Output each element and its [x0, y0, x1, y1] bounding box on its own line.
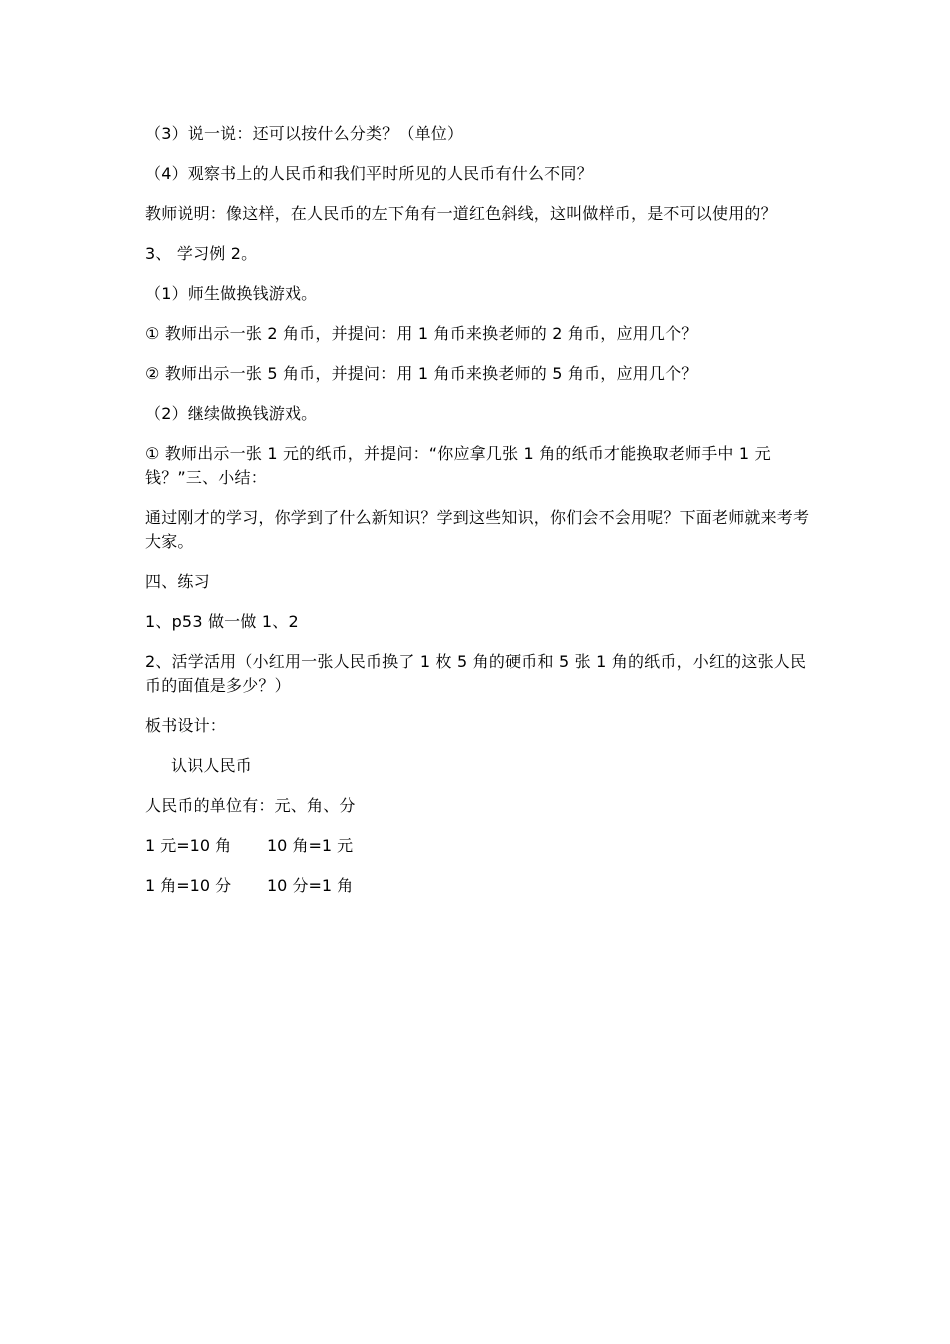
heading-board-design: 板书设计：	[145, 716, 227, 735]
paragraph-learn-example-2: 3、 学习例 2。	[145, 244, 258, 263]
paragraph-summary: 通过刚才的学习，你学到了什么新知识？学到这些知识，你们会不会用呢？下面老师就来考考大家。	[145, 508, 810, 551]
paragraph-observe-difference: （4）观察书上的人民币和我们平时所见的人民币有什么不同？	[145, 164, 593, 183]
paragraph-step-2-jiao: ① 教师出示一张 2 角币，并提问：用 1 角币来换老师的 2 角币，应用几个？	[145, 324, 698, 343]
paragraph-teacher-explain: 教师说明：像这样，在人民币的左下角有一道红色斜线，这叫做样币，是不可以使用的？	[145, 204, 777, 223]
board-conversion-cell: 1 角=10 分	[145, 876, 232, 895]
paragraph-step-5-jiao: ② 教师出示一张 5 角币，并提问：用 1 角币来换老师的 5 角币，应用几个？	[145, 364, 698, 383]
board-conversion-cell: 1 元=10 角	[145, 836, 232, 855]
document-body	[145, 122, 810, 914]
paragraph-continue-game: （2）继续做换钱游戏。	[145, 404, 318, 423]
paragraph-practice-1: 1、p53 做一做 1、2	[145, 612, 299, 631]
paragraph-exchange-game: （1）师生做换钱游戏。	[145, 284, 318, 303]
board-title: 认识人民币	[171, 756, 253, 775]
board-conversion-row	[145, 834, 810, 858]
heading-practice: 四、练习	[145, 572, 210, 591]
board-conversion-cell: 10 分=1 角	[267, 876, 354, 895]
board-conversion-row	[145, 874, 810, 898]
paragraph-step-1-yuan: ① 教师出示一张 1 元的纸币，并提问：“你应拿几张 1 角的纸币才能换取老师手中 1 元钱？”三、小结：	[145, 444, 771, 487]
paragraph-classify-units: （3）说一说：还可以按什么分类？（单位）	[145, 124, 464, 143]
paragraph-practice-2: 2、活学活用（小红用一张人民币换了 1 枚 5 角的硬币和 5 张 1 角的纸币，小红的这张人民币的面值是多少？）	[145, 652, 807, 695]
board-units-line: 人民币的单位有：元、角、分	[145, 796, 356, 815]
board-conversion-cell: 10 角=1 元	[267, 836, 354, 855]
